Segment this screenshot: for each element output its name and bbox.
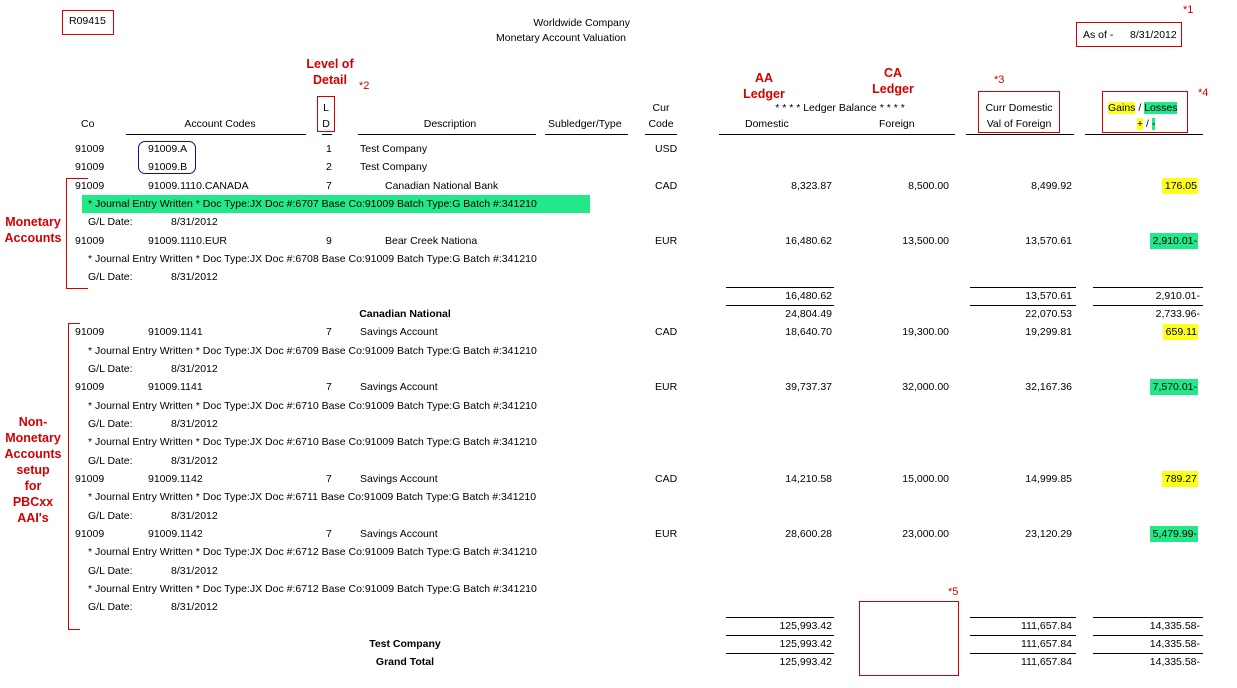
report-id: R09415: [69, 15, 106, 27]
row-foreign: 23,000.00: [902, 528, 949, 540]
col-gains-losses: Gains / Losses: [1108, 102, 1178, 114]
journal-entry-line: * Journal Entry Written * Doc Type:JX Doc #:6709 Base Co:91009 Batch Type:G Batch #:341210: [88, 345, 537, 357]
row-co: 91009: [75, 473, 105, 485]
row-ld: 7: [326, 381, 332, 393]
annotation-3: *3: [994, 74, 1005, 86]
total-rule: [726, 635, 834, 636]
row-ld: 2: [326, 161, 332, 173]
row-foreign: 8,500.00: [908, 180, 949, 192]
row-foreign: 32,000.00: [902, 381, 949, 393]
row-curr-domestic-value: 8,499.92: [1031, 180, 1072, 192]
total-curr-domestic-value: 111,657.84: [1021, 656, 1072, 668]
row-ld: 7: [326, 528, 332, 540]
ca-ledger-annotation: CA Ledger: [872, 66, 914, 96]
row-ld: 9: [326, 235, 332, 247]
row-currency: CAD: [655, 180, 678, 192]
gl-date-value: 8/31/2012: [171, 455, 218, 467]
monetary-bracket: [66, 178, 88, 289]
col-curr-domestic-1: Curr Domestic: [985, 102, 1053, 114]
row-description: Test Company: [360, 161, 428, 173]
total-rule: [1093, 617, 1203, 618]
losses-label: Losses: [1144, 102, 1178, 114]
as-of-label: As of -: [1083, 29, 1114, 41]
row-ld: 7: [326, 180, 332, 192]
col-account-codes: Account Codes: [184, 118, 256, 130]
row-co: 91009: [75, 235, 105, 247]
total-label: Test Company: [369, 638, 441, 650]
level-of-detail-annotation: Level of Detail: [306, 57, 354, 87]
annotation-2: *2: [359, 80, 370, 92]
row-account-code: 91009.1110.EUR: [148, 235, 228, 247]
report-title: Monetary Account Valuation: [496, 32, 626, 44]
col-cur-1: Cur: [652, 102, 670, 114]
total-gain-loss: 14,335.58-: [1149, 620, 1200, 632]
row-co: 91009: [75, 180, 105, 192]
total-gain-loss: 14,335.58-: [1149, 638, 1200, 650]
total-curr-domestic-value: 13,570.61: [1025, 290, 1072, 302]
total-rule: [970, 287, 1076, 288]
row-description: Savings Account: [360, 381, 438, 393]
annotation-4: *4: [1198, 87, 1209, 99]
row-co: 91009: [75, 381, 105, 393]
row-description: Test Company: [360, 143, 428, 155]
gl-date-label: G/L Date:: [88, 565, 133, 577]
row-curr-domestic-value: 32,167.36: [1025, 381, 1072, 393]
gains-label: Gains: [1108, 102, 1136, 114]
total-rule: [970, 617, 1076, 618]
gl-date-value: 8/31/2012: [171, 363, 218, 375]
total-gain-loss: 2,910.01-: [1155, 290, 1200, 302]
gl-date-label: G/L Date:: [88, 455, 133, 467]
col-ld-d: D: [322, 118, 330, 130]
row-account-code: 91009.1141: [148, 326, 203, 338]
total-domestic: 24,804.49: [785, 308, 832, 320]
total-rule: [726, 305, 834, 306]
monetary-accounts-annotation: Monetary Accounts: [4, 215, 62, 245]
row-description: Savings Account: [360, 473, 438, 485]
total-rule: [970, 653, 1076, 654]
journal-entry-line: * Journal Entry Written * Doc Type:JX Doc #:6710 Base Co:91009 Batch Type:G Batch #:341210: [88, 400, 537, 412]
journal-entry-line: * Journal Entry Written * Doc Type:JX Doc #:6708 Base Co:91009 Batch Type:G Batch #:341210: [88, 253, 537, 265]
row-gain-loss: 659.11: [1088, 326, 1198, 339]
total-domestic: 125,993.42: [779, 638, 832, 650]
row-account-code: 91009.1142: [148, 473, 203, 485]
total-gain-loss: 14,335.58-: [1149, 656, 1200, 668]
gl-date-label: G/L Date:: [88, 271, 133, 283]
gl-date-label: G/L Date:: [88, 216, 133, 228]
col-curr-domestic-2: Val of Foreign: [986, 118, 1052, 130]
row-description: Canadian National Bank: [385, 180, 499, 192]
gl-date-label: G/L Date:: [88, 418, 133, 430]
journal-entry-line: * Journal Entry Written * Doc Type:JX Doc #:6712 Base Co:91009 Batch Type:G Batch #:341210: [88, 583, 537, 595]
row-gain-loss: 176.05: [1088, 180, 1198, 193]
row-currency: EUR: [655, 381, 678, 393]
row-currency: USD: [655, 143, 678, 155]
gl-date-label: G/L Date:: [88, 601, 133, 613]
journal-entry-line: * Journal Entry Written * Doc Type:JX Doc #:6707 Base Co:91009 Batch Type:G Batch #:341210: [88, 198, 537, 210]
total-domestic: 125,993.42: [779, 620, 832, 632]
total-domestic: 16,480.62: [785, 290, 832, 302]
total-curr-domestic-value: 111,657.84: [1021, 620, 1072, 632]
gl-date-value: 8/31/2012: [171, 216, 218, 228]
row-co: 91009: [75, 143, 105, 155]
row-domestic: 28,600.28: [785, 528, 832, 540]
gl-date-label: G/L Date:: [88, 363, 133, 375]
row-foreign: 19,300.00: [902, 326, 949, 338]
row-domestic: 18,640.70: [785, 326, 832, 338]
row-gain-loss: 789.27: [1088, 473, 1198, 486]
row-currency: CAD: [655, 326, 678, 338]
plus-label: +: [1137, 118, 1144, 130]
gl-date-label: G/L Date:: [88, 510, 133, 522]
col-plus-minus: + / -: [1137, 118, 1156, 130]
gl-date-value: 8/31/2012: [171, 271, 218, 283]
col-ld-l: L: [323, 102, 329, 114]
col-description: Description: [423, 118, 477, 130]
row-foreign: 15,000.00: [902, 473, 949, 485]
journal-entry-line: * Journal Entry Written * Doc Type:JX Doc #:6712 Base Co:91009 Batch Type:G Batch #:341210: [88, 546, 537, 558]
row-gain-loss: 5,479.99-: [1088, 528, 1198, 541]
col-cur-2: Code: [648, 118, 674, 130]
total-rule: [1093, 287, 1203, 288]
minus-label: -: [1151, 118, 1156, 130]
row-domestic: 14,210.58: [785, 473, 832, 485]
row-account-code: 91009.1142: [148, 528, 203, 540]
total-rule: [1093, 653, 1203, 654]
journal-entry-line: * Journal Entry Written * Doc Type:JX Doc #:6711 Base Co:91009 Batch Type:G Batch #:341210: [88, 491, 537, 503]
annotation-5: *5: [948, 586, 959, 598]
row-co: 91009: [75, 326, 105, 338]
row-gain-loss: 2,910.01-: [1088, 235, 1198, 248]
total-label: Canadian National: [359, 308, 451, 320]
gl-date-value: 8/31/2012: [171, 510, 218, 522]
row-curr-domestic-value: 19,299.81: [1025, 326, 1072, 338]
annotation-5-box: [859, 601, 959, 676]
total-rule: [726, 617, 834, 618]
total-rule: [726, 287, 834, 288]
row-description: Bear Creek Nationa: [385, 235, 478, 247]
row-ld: 7: [326, 473, 332, 485]
row-domestic: 8,323.87: [791, 180, 832, 192]
row-curr-domestic-value: 14,999.85: [1025, 473, 1072, 485]
row-account-code: 91009.1110.CANADA: [148, 180, 249, 192]
row-gain-loss: 7,570.01-: [1088, 381, 1198, 394]
row-description: Savings Account: [360, 528, 438, 540]
row-co: 91009: [75, 528, 105, 540]
row-domestic: 16,480.62: [785, 235, 832, 247]
total-rule: [970, 305, 1076, 306]
total-label: Grand Total: [375, 656, 435, 668]
aa-ledger-annotation: AA Ledger: [743, 71, 785, 101]
row-foreign: 13,500.00: [902, 235, 949, 247]
row-co: 91009: [75, 161, 105, 173]
journal-entry-line: * Journal Entry Written * Doc Type:JX Doc #:6710 Base Co:91009 Batch Type:G Batch #:341210: [88, 436, 537, 448]
total-rule: [726, 653, 834, 654]
total-domestic: 125,993.42: [779, 656, 832, 668]
col-co: Co: [81, 118, 95, 130]
total-rule: [970, 635, 1076, 636]
company-name: Worldwide Company: [533, 17, 630, 29]
row-account-code: 91009.A: [148, 143, 188, 155]
row-description: Savings Account: [360, 326, 438, 338]
row-ld: 1: [326, 143, 332, 155]
row-domestic: 39,737.37: [785, 381, 832, 393]
col-domestic: Domestic: [745, 118, 789, 130]
row-currency: CAD: [655, 473, 678, 485]
row-curr-domestic-value: 23,120.29: [1025, 528, 1072, 540]
total-curr-domestic-value: 111,657.84: [1021, 638, 1072, 650]
total-rule: [1093, 305, 1203, 306]
gl-date-value: 8/31/2012: [171, 601, 218, 613]
gl-date-value: 8/31/2012: [171, 565, 218, 577]
as-of-date: 8/31/2012: [1130, 29, 1177, 41]
row-currency: EUR: [655, 235, 678, 247]
row-account-code: 91009.1141: [148, 381, 203, 393]
non-monetary-accounts-annotation: Non- Monetary Accounts setup for PBCxx AAI's: [4, 415, 62, 525]
col-subledger: Subledger/Type: [548, 118, 622, 130]
row-ld: 7: [326, 326, 332, 338]
total-rule: [1093, 635, 1203, 636]
row-curr-domestic-value: 13,570.61: [1025, 235, 1072, 247]
col-ledger-balance: * * * * Ledger Balance * * * *: [775, 102, 905, 114]
total-gain-loss: 2,733.96-: [1155, 308, 1200, 320]
annotation-1: *1: [1183, 4, 1194, 16]
gl-date-value: 8/31/2012: [171, 418, 218, 430]
col-foreign: Foreign: [879, 118, 915, 130]
row-account-code: 91009.B: [148, 161, 188, 173]
row-currency: EUR: [655, 528, 678, 540]
total-curr-domestic-value: 22,070.53: [1025, 308, 1072, 320]
